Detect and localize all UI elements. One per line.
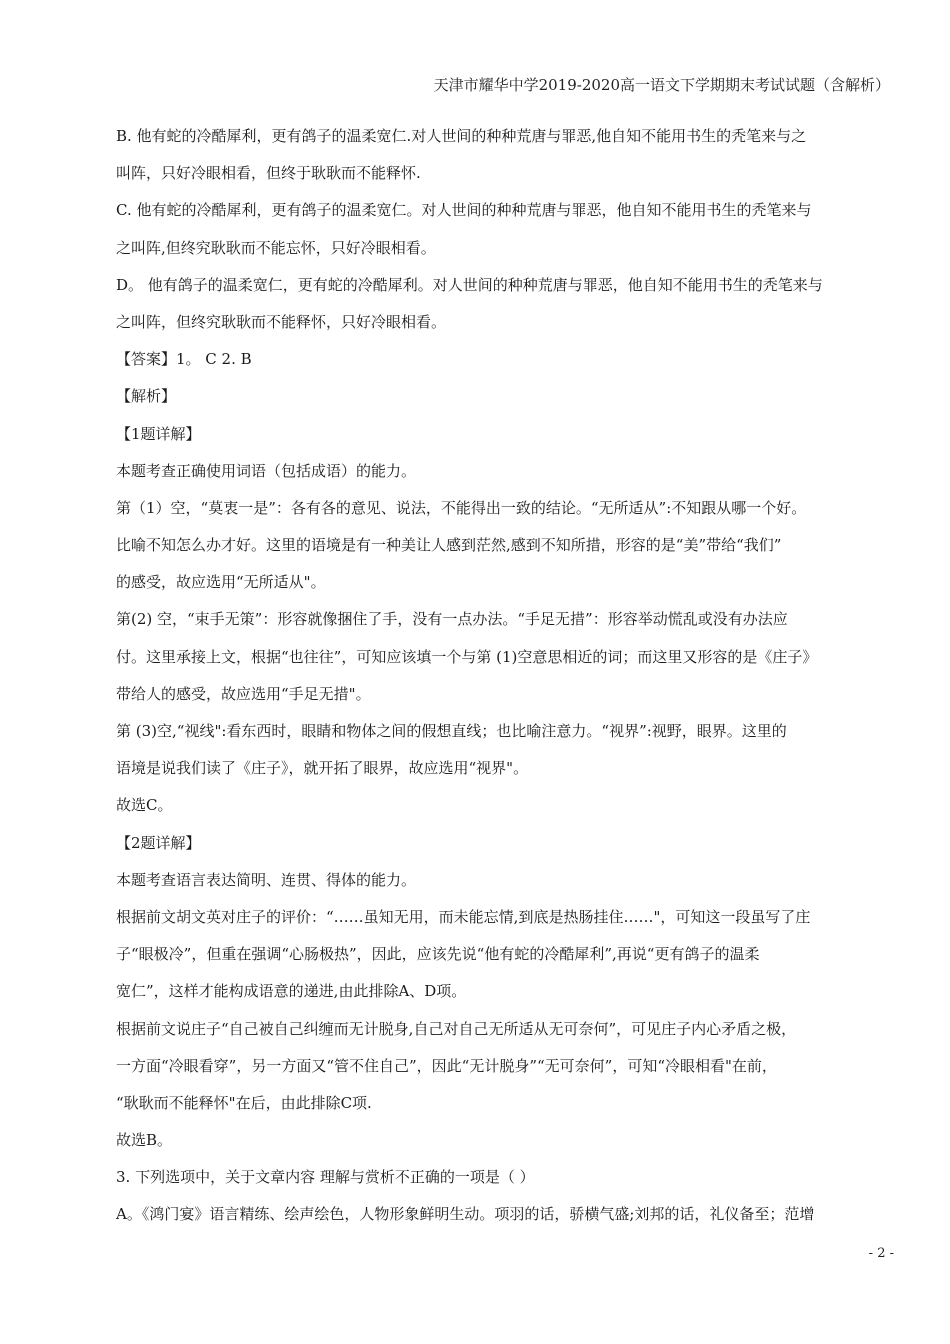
text-line: 根据前文胡文英对庄子的评价：“……虽知无用，而未能忘情,到底是热肠挂住……"，可知这一段虽写了庄 [116, 907, 811, 926]
text-line: 故选B。 [116, 1131, 173, 1150]
section-heading: 【1题详解】 [116, 424, 201, 443]
document-body [116, 118, 896, 1234]
option-line: A。《鸿门宴》语言精练、绘声绘色，人物形象鲜明生动。项羽的话，骄横气盛;刘邦的话，礼仪备至；范增 [116, 1205, 815, 1224]
answer-line: 【答案】1。 C 2. B [116, 350, 252, 369]
page-header-title: 天津市耀华中学2019-2020高一语文下学期期末考试试题（含解析） [433, 76, 890, 94]
text-line: 语境是说我们读了《庄子》，就开拓了眼界，故应选用“视界"。 [116, 759, 529, 778]
text-line: 第(2) 空，“束手无策”：形容就像捆住了手，没有一点办法。“手足无措”：形容举动慌乱或没有办法应 [116, 610, 788, 629]
page-number: - 2 - [868, 1246, 894, 1261]
text-line: 付。这里承接上文，根据“也往往”，可知应该填一个与第 (1)空意思相近的词；而这里又形容的是《庄子》 [116, 647, 818, 666]
text-line: 之叫阵，但终究耿耿而不能释怀，只好冷眼相看。 [116, 312, 447, 331]
text-line: 带给人的感受，故应选用“手足无措"。 [116, 684, 371, 703]
text-line: D。 他有鸽子的温柔宽仁，更有蛇的冷酷犀利。对人世间的种种荒唐与罪恶，他自知不能用书生的秃笔来与 [116, 275, 823, 294]
section-heading: 【2题详解】 [116, 833, 201, 852]
text-line: 比喻不知怎么办才好。这里的语境是有一种美让人感到茫然,感到不知所措，形容的是“美”带给“我们” [116, 536, 782, 555]
text-line: 一方面“冷眼看穿”，另一方面又“管不住自己”，因此“无计脱身”“无可奈何”，可知“冷眼相看"在前， [116, 1056, 777, 1075]
text-line: C. 他有蛇的冷酷犀利，更有鸽子的温柔宽仁。对人世间的种种荒唐与罪恶，他自知不能用书生的秃笔来与 [116, 201, 812, 220]
text-line: B. 他有蛇的冷酷犀利，更有鸽子的温柔宽仁.对人世间的种种荒唐与罪恶,他自知不能用书生的秃笔来与之 [116, 127, 807, 145]
text-line: 宽仁”，这样才能构成语意的递进,由此排除A、D项。 [116, 982, 467, 1001]
text-line: 之叫阵,但终究耿耿而不能忘怀，只好冷眼相看。 [116, 238, 436, 257]
text-line: 第 (3)空,“视线":看东西时，眼睛和物体之间的假想直线；也比喻注意力。“视界”:视野，眼界。这里的 [116, 722, 787, 740]
text-line: 故选C。 [116, 796, 173, 815]
text-line: 的感受，故应选用“无所适从"。 [116, 573, 326, 592]
text-line: 子“眼极冷”，但重在强调“心肠极热”，因此，应该先说“他有蛇的冷酷犀利”,再说“更有鸽子的温柔 [116, 945, 760, 964]
text-line: 本题考查正确使用词语（包括成语）的能力。 [116, 461, 417, 480]
text-line: 本题考查语言表达简明、连贯、得体的能力。 [116, 870, 417, 889]
text-line: “耿耿而不能释怀"在后，由此排除C项. [116, 1093, 372, 1112]
text-line: 根据前文说庄子“自己被自己纠缠而无计脱身,自己对自己无所适从无可奈何”，可见庄子内心矛盾之极， [116, 1019, 797, 1038]
question-line: 3. 下列选项中，关于文章内容 理解与赏析不正确的一项是（ ） [116, 1168, 535, 1187]
section-heading: 【解析】 [116, 387, 177, 406]
text-line: 叫阵，只好冷眼相看，但终于耿耿而不能释怀. [116, 164, 421, 183]
text-line: 第（1）空，“莫衷一是”：各有各的意见、说法，不能得出一致的结论。“无所适从”:不知跟从哪一个好。 [116, 498, 807, 517]
